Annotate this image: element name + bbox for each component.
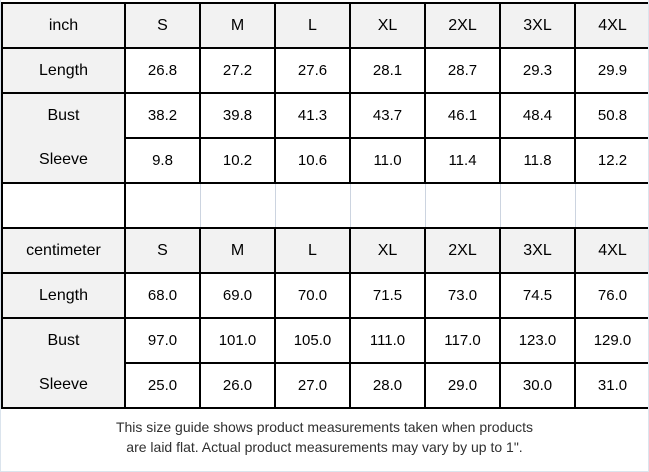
value-cell: 28.0 xyxy=(350,363,425,408)
value-cell: 70.0 xyxy=(275,273,350,318)
value-cell: 11.4 xyxy=(425,138,500,183)
size-column-header: S xyxy=(125,228,200,273)
note-line-2: are laid flat. Actual product measurements may vary by up to 1". xyxy=(126,439,523,455)
spacer-cell xyxy=(2,183,125,228)
measurement-row xyxy=(2,48,649,93)
value-cell: 76.0 xyxy=(575,273,649,318)
size-chart-table xyxy=(1,2,649,409)
value-cell: 97.0 xyxy=(125,318,200,363)
value-cell: 11.0 xyxy=(350,138,425,183)
size-column-header: 3XL xyxy=(500,3,575,48)
size-column-header: L xyxy=(275,3,350,48)
value-cell: 25.0 xyxy=(125,363,200,408)
value-cell: 11.8 xyxy=(500,138,575,183)
value-cell: 68.0 xyxy=(125,273,200,318)
value-cell: 48.4 xyxy=(500,93,575,138)
value-cell: 30.0 xyxy=(500,363,575,408)
size-column-header: 4XL xyxy=(575,228,649,273)
value-cell: 71.5 xyxy=(350,273,425,318)
unit-label-cell: centimeter xyxy=(2,228,125,273)
size-header-row xyxy=(2,228,649,273)
value-cell: 43.7 xyxy=(350,93,425,138)
value-cell: 12.2 xyxy=(575,138,649,183)
measurement-row xyxy=(2,93,649,138)
row-label-cell: Length xyxy=(2,273,125,318)
spacer-cell xyxy=(575,183,649,228)
value-cell: 123.0 xyxy=(500,318,575,363)
value-cell: 31.0 xyxy=(575,363,649,408)
value-cell: 69.0 xyxy=(200,273,275,318)
size-column-header: 3XL xyxy=(500,228,575,273)
value-cell: 29.0 xyxy=(425,363,500,408)
value-cell: 73.0 xyxy=(425,273,500,318)
value-cell: 105.0 xyxy=(275,318,350,363)
value-cell: 29.3 xyxy=(500,48,575,93)
unit-label-cell: inch xyxy=(2,3,125,48)
size-column-header: L xyxy=(275,228,350,273)
value-cell: 46.1 xyxy=(425,93,500,138)
value-cell: 74.5 xyxy=(500,273,575,318)
row-label-cell: Length xyxy=(2,48,125,93)
measurement-row xyxy=(2,138,649,183)
value-cell: 26.8 xyxy=(125,48,200,93)
value-cell: 10.6 xyxy=(275,138,350,183)
value-cell: 117.0 xyxy=(425,318,500,363)
spacer-cell xyxy=(275,183,350,228)
size-header-row xyxy=(2,3,649,48)
size-column-header: XL xyxy=(350,3,425,48)
note-line-1: This size guide shows product measurements taken when products xyxy=(115,419,534,435)
spacer-row xyxy=(2,183,649,228)
row-label-cell: Bust xyxy=(2,93,125,138)
value-cell: 28.1 xyxy=(350,48,425,93)
size-column-header: 4XL xyxy=(575,3,649,48)
value-cell: 39.8 xyxy=(200,93,275,138)
value-cell: 101.0 xyxy=(200,318,275,363)
row-label-cell: Sleeve xyxy=(2,363,125,408)
value-cell: 38.2 xyxy=(125,93,200,138)
size-column-header: S xyxy=(125,3,200,48)
value-cell: 26.0 xyxy=(200,363,275,408)
value-cell: 9.8 xyxy=(125,138,200,183)
value-cell: 111.0 xyxy=(350,318,425,363)
spacer-cell xyxy=(350,183,425,228)
value-cell: 41.3 xyxy=(275,93,350,138)
value-cell: 50.8 xyxy=(575,93,649,138)
measurement-row xyxy=(2,363,649,408)
size-column-header: 2XL xyxy=(425,3,500,48)
value-cell: 27.0 xyxy=(275,363,350,408)
spacer-cell xyxy=(125,183,200,228)
row-label-cell: Bust xyxy=(2,318,125,363)
value-cell: 27.6 xyxy=(275,48,350,93)
size-column-header: XL xyxy=(350,228,425,273)
row-label-cell: Sleeve xyxy=(2,138,125,183)
size-guide-note xyxy=(1,417,648,457)
size-column-header: M xyxy=(200,228,275,273)
value-cell: 129.0 xyxy=(575,318,649,363)
value-cell: 27.2 xyxy=(200,48,275,93)
size-column-header: 2XL xyxy=(425,228,500,273)
spacer-cell xyxy=(500,183,575,228)
spacer-cell xyxy=(425,183,500,228)
value-cell: 10.2 xyxy=(200,138,275,183)
value-cell: 29.9 xyxy=(575,48,649,93)
size-column-header: M xyxy=(200,3,275,48)
measurement-row xyxy=(2,318,649,363)
value-cell: 28.7 xyxy=(425,48,500,93)
spacer-cell xyxy=(200,183,275,228)
measurement-row xyxy=(2,273,649,318)
